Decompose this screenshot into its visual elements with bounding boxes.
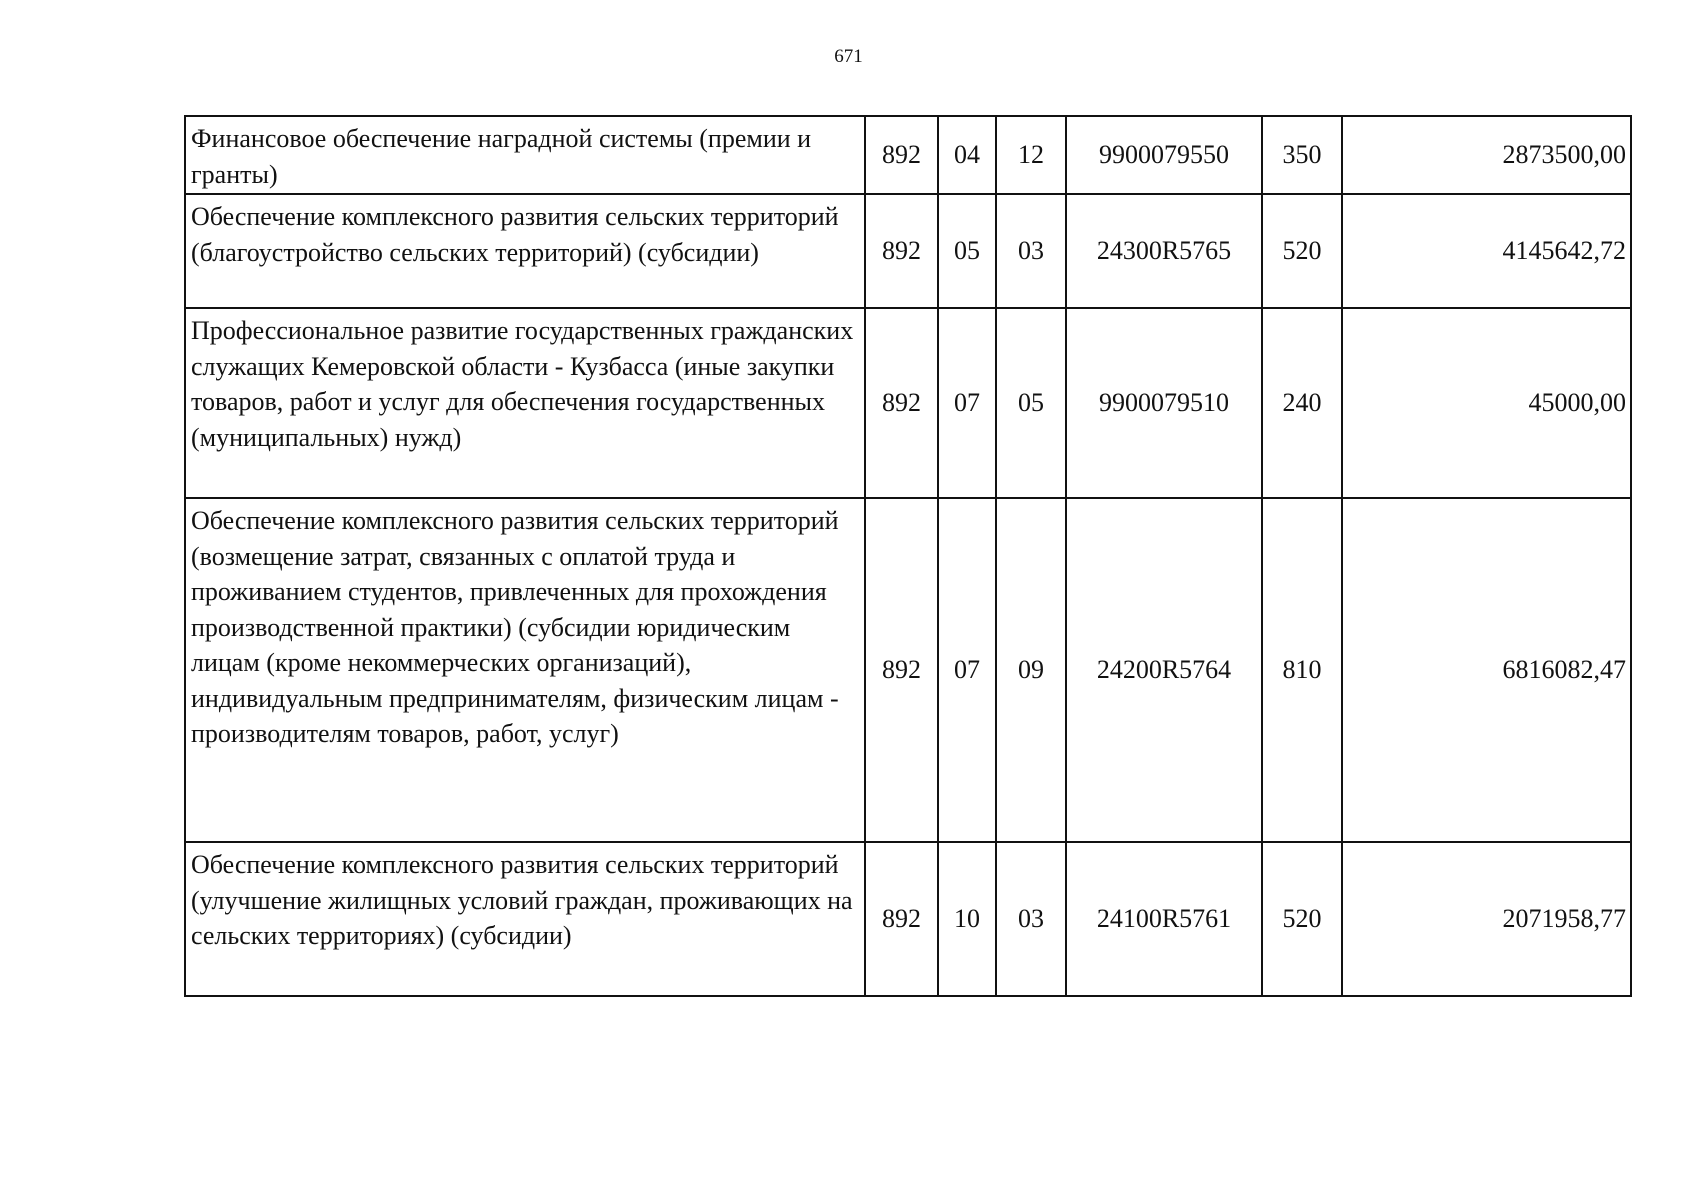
row-ministry-code: 892 bbox=[865, 116, 938, 194]
row-expense-type-code: 810 bbox=[1262, 498, 1342, 842]
table-row bbox=[185, 498, 1631, 842]
row-ministry-code: 892 bbox=[865, 194, 938, 308]
table-row bbox=[185, 842, 1631, 996]
row-ministry-code: 892 bbox=[865, 308, 938, 498]
page-number: 671 bbox=[834, 46, 863, 67]
table-row bbox=[185, 194, 1631, 308]
row-amount: 6816082,47 bbox=[1342, 498, 1631, 842]
row-expense-type-code: 520 bbox=[1262, 194, 1342, 308]
row-target-code: 24200R5764 bbox=[1066, 498, 1262, 842]
row-section-code: 07 bbox=[938, 308, 996, 498]
row-description: Финансовое обеспечение наградной системы (премии и гранты) bbox=[185, 116, 865, 194]
row-target-code: 24300R5765 bbox=[1066, 194, 1262, 308]
row-expense-type-code: 350 bbox=[1262, 116, 1342, 194]
budget-table bbox=[184, 115, 1632, 997]
row-target-code: 9900079510 bbox=[1066, 308, 1262, 498]
table-row bbox=[185, 116, 1631, 194]
row-amount: 45000,00 bbox=[1342, 308, 1631, 498]
row-ministry-code: 892 bbox=[865, 498, 938, 842]
row-subsection-code: 09 bbox=[996, 498, 1066, 842]
row-amount: 2873500,00 bbox=[1342, 116, 1631, 194]
table-row bbox=[185, 308, 1631, 498]
row-section-code: 07 bbox=[938, 498, 996, 842]
row-subsection-code: 03 bbox=[996, 194, 1066, 308]
row-amount: 4145642,72 bbox=[1342, 194, 1631, 308]
row-subsection-code: 05 bbox=[996, 308, 1066, 498]
row-target-code: 24100R5761 bbox=[1066, 842, 1262, 996]
row-subsection-code: 03 bbox=[996, 842, 1066, 996]
row-ministry-code: 892 bbox=[865, 842, 938, 996]
row-description: Обеспечение комплексного развития сельских территорий (благоустройство сельских территорий) (субсидии) bbox=[185, 194, 865, 308]
row-amount: 2071958,77 bbox=[1342, 842, 1631, 996]
row-description: Обеспечение комплексного развития сельских территорий (улучшение жилищных условий граждан, проживающих на сельских территориях) (субсидии) bbox=[185, 842, 865, 996]
row-subsection-code: 12 bbox=[996, 116, 1066, 194]
row-expense-type-code: 520 bbox=[1262, 842, 1342, 996]
row-section-code: 05 bbox=[938, 194, 996, 308]
row-section-code: 10 bbox=[938, 842, 996, 996]
row-description: Обеспечение комплексного развития сельских территорий (возмещение затрат, связанных с оплатой труда и проживанием студентов, привлеченных для прохождения производственной практики) (субсидии юридическим лицам (кроме некоммерческих организаций), индивидуальным предпринимателям, физическим лицам - производителям товаров, работ, услуг) bbox=[185, 498, 865, 842]
row-section-code: 04 bbox=[938, 116, 996, 194]
row-description: Профессиональное развитие государственных гражданских служащих Кемеровской области - Кузбасса (иные закупки товаров, работ и услуг для обеспечения государственных (муниципальных) нужд) bbox=[185, 308, 865, 498]
row-target-code: 9900079550 bbox=[1066, 116, 1262, 194]
row-expense-type-code: 240 bbox=[1262, 308, 1342, 498]
